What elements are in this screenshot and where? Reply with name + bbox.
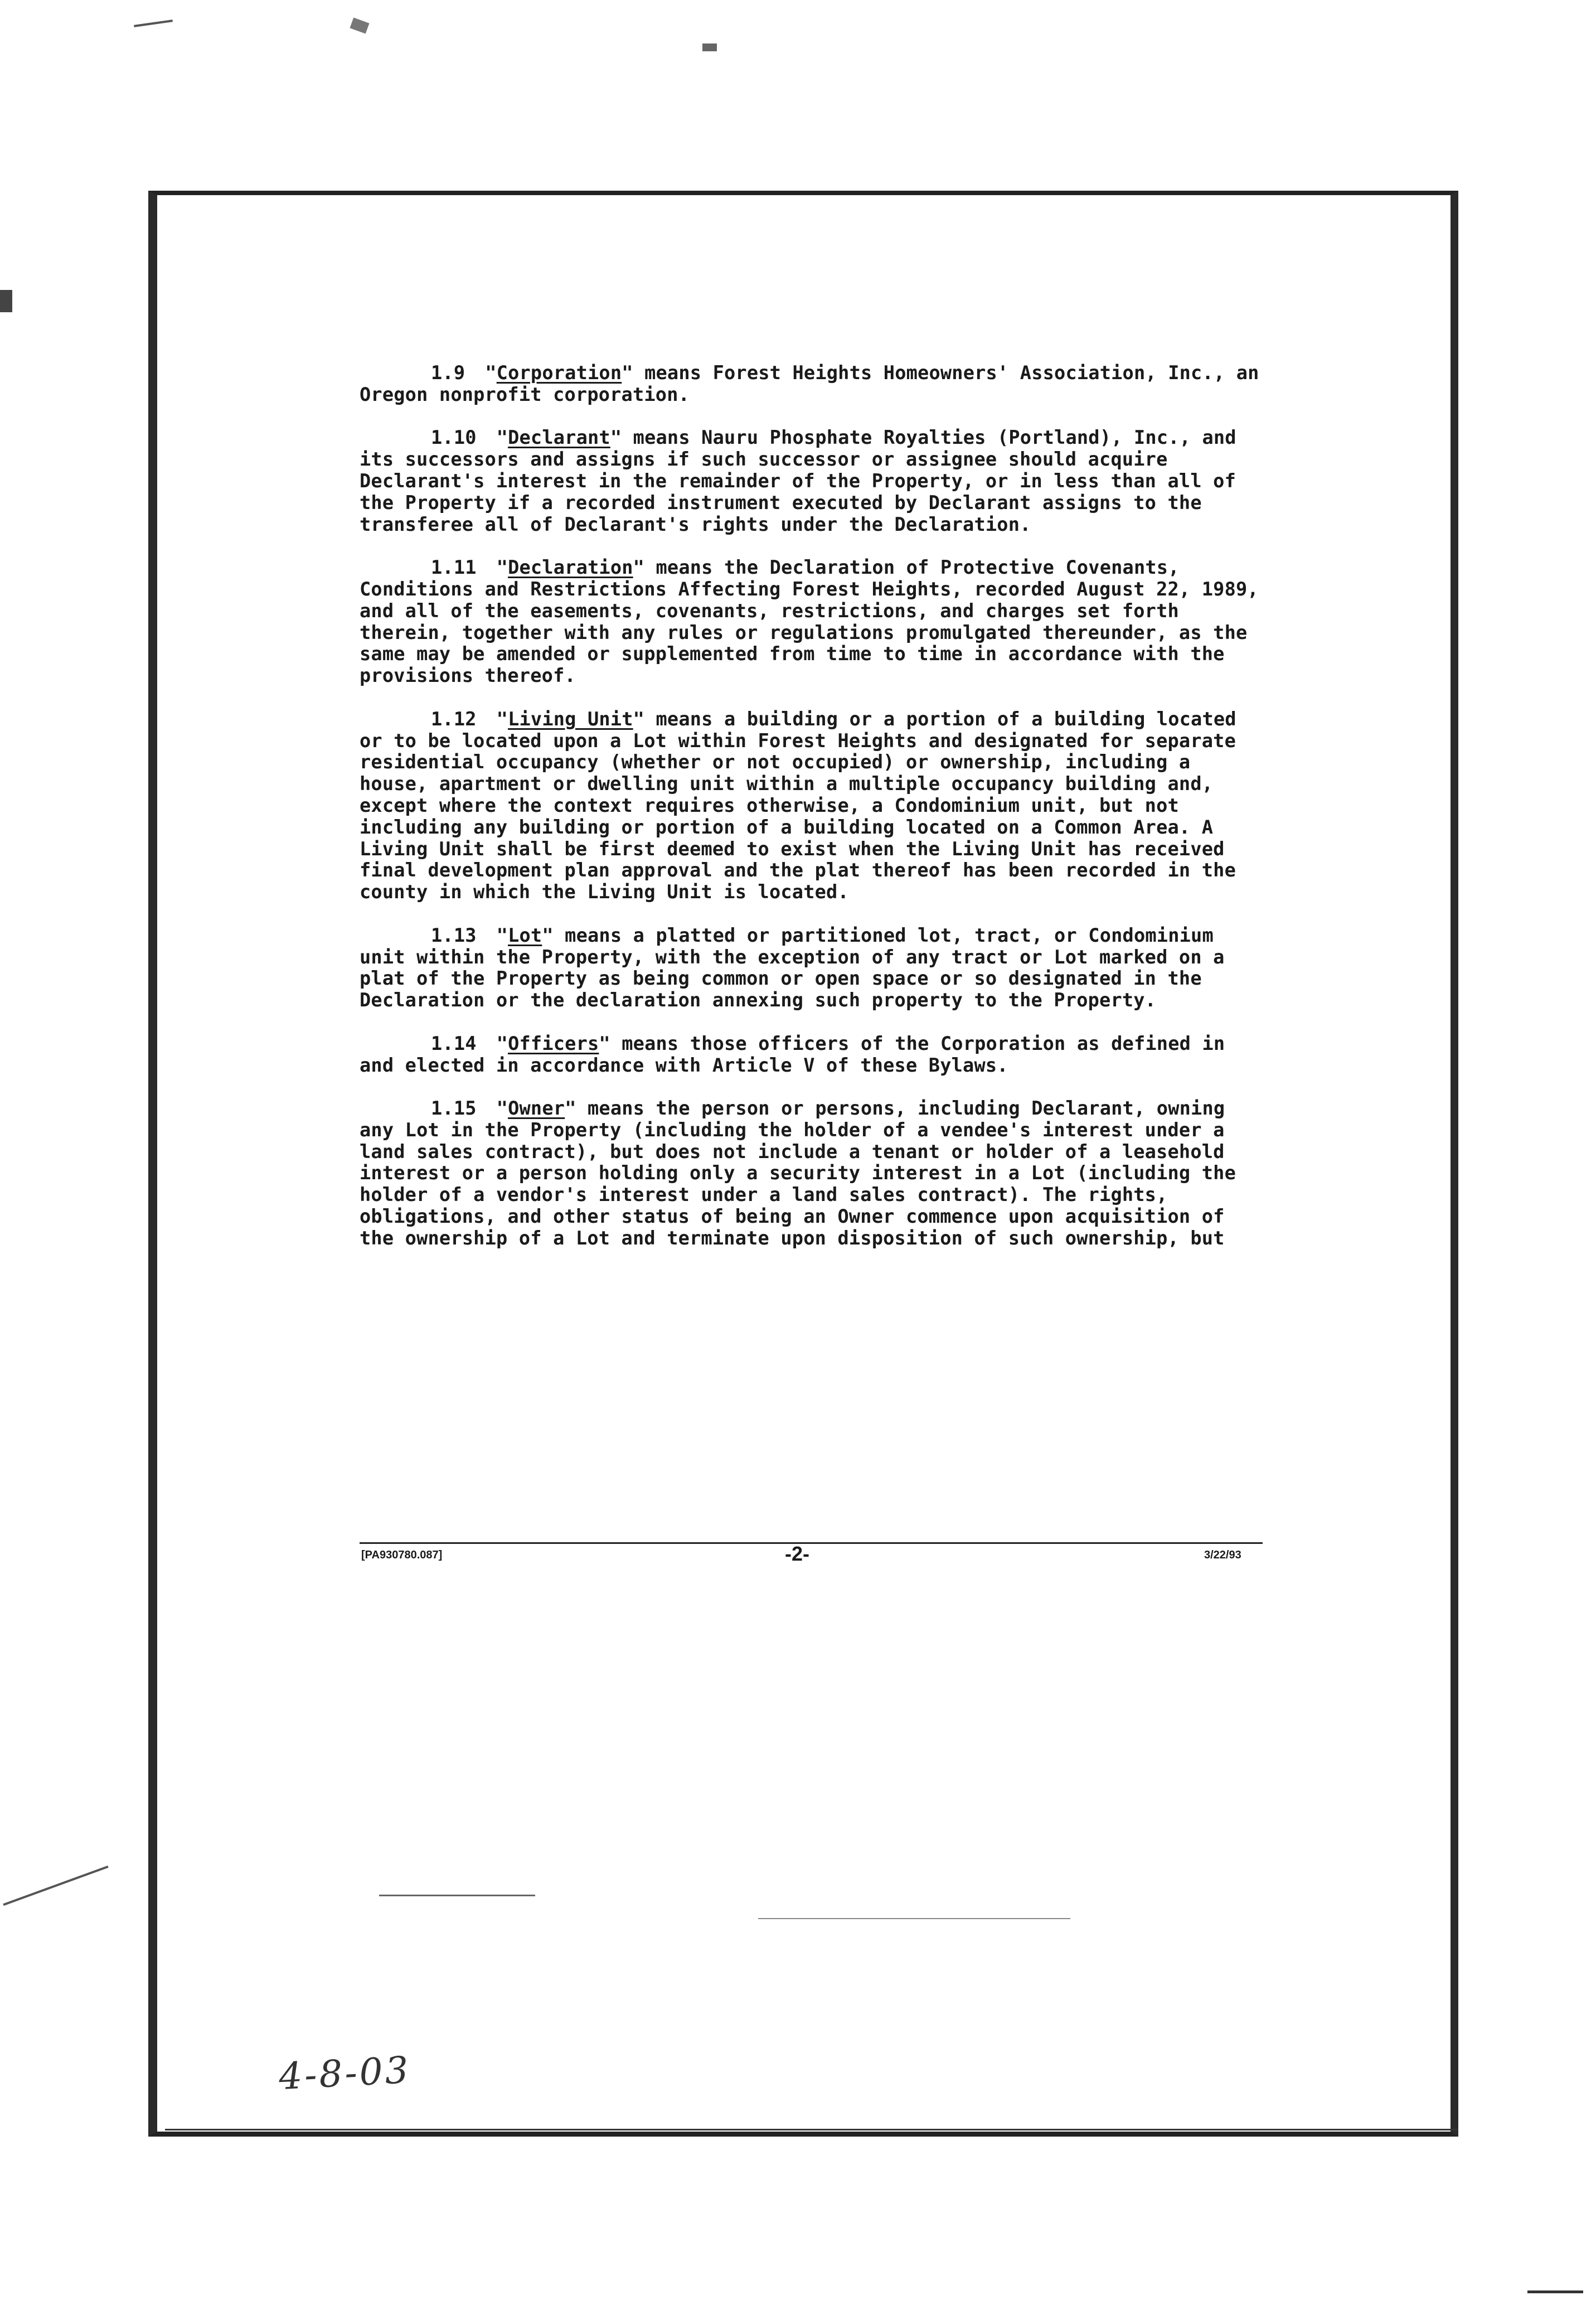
defined-term: Living Unit [508, 708, 633, 730]
scan-mark [0, 290, 12, 312]
section-number: 1.15 [431, 1097, 477, 1120]
page-number: -2- [785, 1542, 809, 1565]
document-body [360, 362, 1263, 1271]
definition-text: " means a building or a portion of a building located or to be located upon a Lot within Forest Heights and designated for separate residential occupancy (whether or not occupied) or ownership, including a house, apartment or dwelling unit within a multiple occupancy building and, except where the context requires otherwise, a Condominium unit, but not including any building or portion of a building located on a Common Area. A Living Unit shall be first deemed to exist when the Living Unit has received final development plan approval and the plat thereof has been recorded in the county in which the Living Unit is located. [360, 708, 1236, 903]
scan-mark [702, 43, 717, 51]
section-number: 1.13 [431, 924, 477, 946]
definition-text: " means a platted or partitioned lot, tract, or Condominium unit within the Property, with the exception of any tract or Lot marked on a plat of the Property as being common or open space or so designated in the Declaration or the declaration annexing such property to the Property. [360, 924, 1225, 1011]
handwritten-date: 4-8-03 [278, 2048, 412, 2099]
definition-1-13: 1.13 "Lot" means a platted or partitioned lot, tract, or Condominium unit within the Property, with the exception of any tract or Lot marked on a plat of the Property as being common or open space or so designated in the Declaration or the declaration annexing such property to the Property. [360, 924, 1225, 1011]
frame-bottom-rule [165, 2129, 1458, 2130]
definition-text: " means the person or persons, including Declarant, owning any Lot in the Property (including the holder of a vendee's interest under a land sales contract), but does not include a tenant or holder of a leasehold interest or a person holding only a security interest in a Lot (including the holder of a vendor's interest under a land sales contract). The rights, obligations, and other status of being an Owner commence upon acquisition of the ownership of a Lot and terminate upon disposition of such ownership, but [360, 1097, 1236, 1249]
section-number: 1.14 [431, 1032, 477, 1054]
scan-mark [758, 1918, 1070, 1919]
defined-term: Owner [508, 1097, 565, 1120]
section-number: 1.12 [431, 708, 477, 730]
section-number: 1.11 [431, 556, 477, 579]
definition-1-10: 1.10 "Declarant" means Nauru Phosphate Royalties (Portland), Inc., and its successors and assigns if such successor or assignee should acquire Declarant's interest in the remainder of the Property, or in less than all of the Property if a recorded instrument executed by Declarant assigns to the transferee all of Declarant's rights under the Declaration. [360, 427, 1236, 535]
definition-text: " means the Declaration of Protective Covenants, Conditions and Restrictions Affecting Forest Heights, recorded August 22, 1989, and all of the easements, covenants, restrictions, and charges set forth therein, together with any rules or regulations promulgated thereunder, as the same may be amended or supplemented from time to time in accordance with the provisions thereof. [360, 556, 1259, 687]
section-number: 1.9 [431, 362, 465, 384]
definition-1-15: 1.15 "Owner" means the person or persons, including Declarant, owning any Lot in the Property (including the holder of a vendee's interest under a land sales contract), but does not include a tenant or holder of a leasehold interest or a person holding only a security interest in a Lot (including the holder of a vendor's interest under a land sales contract). The rights, obligations, and other status of being an Owner commence upon acquisition of the ownership of a Lot and terminate upon disposition of such ownership, but [360, 1097, 1236, 1249]
scan-mark [350, 17, 369, 33]
footer-rule [360, 1542, 1263, 1544]
definition-text: " means those officers of the Corporation as defined in and elected in accordance with Article V of these Bylaws. [360, 1032, 1225, 1076]
defined-term: Corporation [496, 362, 622, 384]
definition-text: " means Forest Heights Homeowners' Association, Inc., an Oregon nonprofit corporation. [360, 362, 1259, 405]
scan-mark [134, 20, 173, 27]
definition-1-11: 1.11 "Declaration" means the Declaration of Protective Covenants, Conditions and Restrictions Affecting Forest Heights, recorded August 22, 1989, and all of the easements, covenants, restrictions, and charges set forth therein, together with any rules or regulations promulgated thereunder, as the same may be amended or supplemented from time to time in accordance with the provisions thereof. [360, 556, 1259, 687]
scan-mark [379, 1895, 535, 1896]
defined-term: Declarant [508, 427, 610, 449]
definition-1-9: 1.9 "Corporation" means Forest Heights Homeowners' Association, Inc., an Oregon nonprofit corporation. [360, 362, 1259, 405]
definition-1-12: 1.12 "Living Unit" means a building or a portion of a building located or to be located upon a Lot within Forest Heights and designated for separate residential occupancy (whether or not occupied) or ownership, including a house, apartment or dwelling unit within a multiple occupancy building and, except where the context requires otherwise, a Condominium unit, but not including any building or portion of a building located on a Common Area. A Living Unit shall be first deemed to exist when the Living Unit has received final development plan approval and the plat thereof has been recorded in the county in which the Living Unit is located. [360, 708, 1236, 903]
defined-term: Declaration [508, 556, 633, 579]
scan-mark [1527, 2290, 1583, 2293]
definition-text: " means Nauru Phosphate Royalties (Portland), Inc., and its successors and assigns if such successor or assignee should acquire Declarant's interest in the remainder of the Property, or in less than all of the Property if a recorded instrument executed by Declarant assigns to the transferee all of Declarant's rights under the Declaration. [360, 427, 1236, 535]
definition-1-14: 1.14 "Officers" means those officers of the Corporation as defined in and elected in accordance with Article V of these Bylaws. [360, 1032, 1225, 1076]
section-number: 1.10 [431, 427, 477, 449]
document-date: 3/22/93 [1204, 1549, 1241, 1561]
document-id: [PA930780.087] [361, 1549, 443, 1561]
defined-term: Officers [508, 1032, 599, 1054]
defined-term: Lot [508, 924, 542, 946]
scan-mark [3, 1866, 108, 1906]
